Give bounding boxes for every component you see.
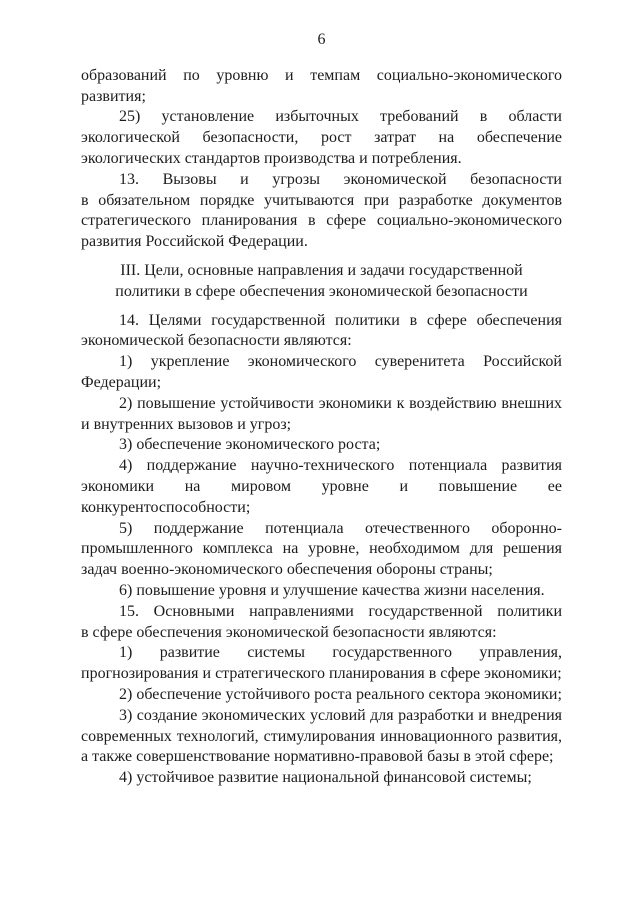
text-line: 5) поддержание потенциала отечественного оборонно- [119, 519, 562, 537]
text-line: III. Цели, основные направления и задачи государственной [120, 261, 523, 279]
text-line: экономической безопасности являются: [81, 332, 352, 350]
text-line: 3) обеспечение экономического роста; [119, 436, 381, 454]
text-line: задач военно-экономического обеспечения обороны страны; [81, 561, 493, 579]
text-line: прогнозирования и стратегического планирования в сфере экономики; [81, 665, 562, 683]
text-line: развития; [81, 87, 146, 105]
text-line: экологической безопасности, рост затрат на обеспечение [81, 129, 562, 147]
text-line: 2) обеспечение устойчивого роста реального сектора экономики; [119, 685, 562, 703]
text-line: 1) развитие системы государственного управления, [119, 644, 562, 662]
text-line: экономики на мировом уровне и повышение ее [81, 477, 562, 495]
paragraph [81, 352, 562, 394]
paragraph [81, 643, 562, 685]
text-line: 3) создание экономических условий для разработки и внедрения [119, 706, 562, 724]
text-line: 4) поддержание научно-технического потенциала развития [119, 457, 562, 475]
text-line: в обязательном порядке учитываются при разработке документов [81, 191, 562, 209]
text-line: современных технологий, стимулирования инновационного развития, [81, 727, 562, 745]
text-line: экологических стандартов производства и потребления. [81, 149, 462, 167]
text-line: а также совершенствование нормативно-правовой базы в этой сфере; [81, 748, 554, 766]
paragraph [81, 311, 562, 353]
paragraph [81, 519, 562, 581]
document-body [81, 66, 562, 789]
paragraph [81, 456, 562, 518]
text-line: развития Российской Федерации. [81, 233, 308, 251]
paragraph [81, 685, 562, 706]
paragraph [81, 581, 562, 602]
text-line: 4) устойчивое развитие национальной финансовой системы; [119, 769, 532, 787]
paragraph [81, 170, 562, 253]
text-line: 25) установление избыточных требований в области [119, 108, 562, 126]
paragraph [81, 435, 562, 456]
text-line: 6) повышение уровня и улучшение качества жизни населения. [119, 581, 545, 599]
paragraph [81, 107, 562, 169]
text-line: образований по уровню и темпам социально-экономического [81, 66, 562, 84]
paragraph [81, 66, 562, 108]
text-line: 15. Основными направлениями государственной политики [119, 602, 562, 620]
paragraph [81, 394, 562, 436]
paragraph [81, 706, 562, 768]
paragraph [81, 768, 562, 789]
text-line: и внутренних вызовов и угроз; [81, 415, 292, 433]
text-line: 2) повышение устойчивости экономики к воздействию внешних [119, 394, 562, 412]
text-line: 14. Целями государственной политики в сфере обеспечения [119, 311, 562, 329]
text-line: 13. Вызовы и угрозы экономической безопасности [119, 170, 562, 188]
section-heading [81, 261, 562, 303]
text-line: промышленного комплекса на уровне, необходимом для решения [81, 540, 562, 558]
text-line: Федерации; [81, 373, 162, 391]
page-number: 6 [317, 31, 326, 48]
text-line: стратегического планирования в сфере социально-экономического [81, 212, 562, 230]
text-line: конкурентоспособности; [81, 498, 251, 516]
text-line: политики в сфере обеспечения экономической безопасности [115, 282, 528, 300]
text-line: в сфере обеспечения экономической безопасности являются: [81, 623, 497, 641]
paragraph [81, 602, 562, 644]
text-line: 1) укрепление экономического суверенитета Российской [119, 353, 562, 371]
